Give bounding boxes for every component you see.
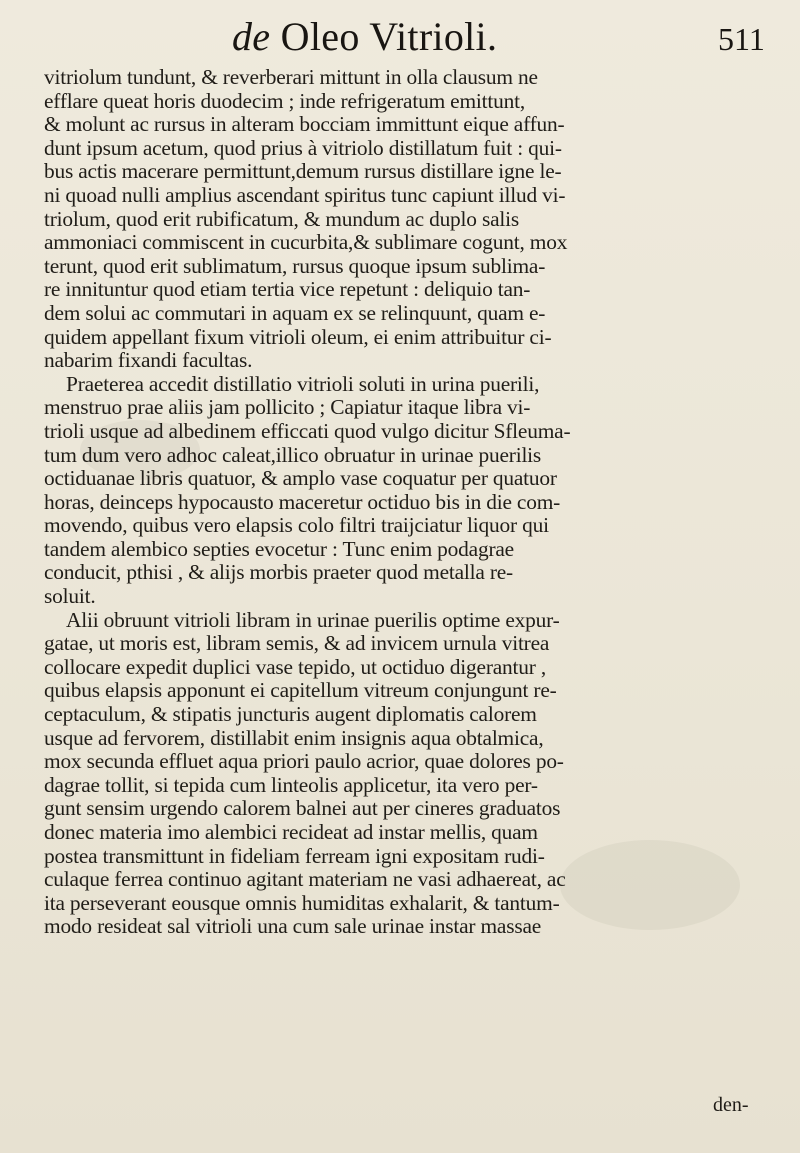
text-line: menstruo prae aliis jam pollicito ; Capiatur itaque libra vi-: [44, 396, 531, 420]
text-line: vitriolum tundunt, & reverberari mittunt in olla clausum ne: [44, 66, 538, 89]
text-line: triolum, quod erit rubificatum, & mundum ac duplo salis: [44, 207, 519, 231]
text-line: gunt sensim urgendo calorem balnei aut per cineres graduatos: [44, 797, 561, 821]
text-line: octiduanae libris quatuor, & amplo vase coquatur per quatuor: [44, 467, 557, 491]
running-title-main: Oleo Vitrioli.: [280, 14, 498, 59]
text-line: efflare queat horis duodecim ; inde refrigeratum emittunt,: [44, 89, 526, 113]
text-line: conducit, pthisi , & alijs morbis praeter quod metalla re-: [44, 561, 513, 585]
text-line: usque ad fervorem, distillabit enim insignis aqua obtalmica,: [44, 726, 544, 750]
text-line: quidem appellant fixum vitrioli oleum, ei enim attribuitur ci-: [44, 325, 552, 349]
text-line: ita perseverant eousque omnis humiditas exhalarit, & tantum-: [44, 891, 560, 915]
text-line: horas, deinceps hypocausto maceretur octiduo bis in die com-: [44, 490, 561, 514]
text-line: mox secunda effluet aqua priori paulo acrior, quae dolores po-: [44, 750, 564, 774]
text-line: dem solui ac commutari in aquam ex se relinquunt, quam e-: [44, 301, 546, 325]
text-line: tandem alembico septies evocetur : Tunc enim podagrae: [44, 537, 514, 561]
text-line: soluit.: [44, 585, 96, 609]
text-line: dagrae tollit, si tepida cum linteolis applicetur, ita vero per-: [44, 773, 538, 797]
text-line: movendo, quibus vero elapsis colo filtri traijciatur liquor qui: [44, 514, 549, 538]
text-line: postea transmittunt in fideliam ferream igni expositam rudi-: [44, 844, 545, 868]
text-line: collocare expedit duplici vase tepido, ut octiduo digerantur ,: [44, 655, 546, 679]
body-text: [44, 66, 764, 939]
text-line: trioli usque ad albedinem efficcati quod vulgo dicitur Sfleuma-: [44, 419, 571, 443]
paragraph-start-line: Praeterea accedit distillatio vitrioli soluti in urina puerili,: [66, 372, 540, 396]
page-header: [0, 12, 800, 66]
text-line: nabarim fixandi facultas.: [44, 349, 253, 373]
running-title-prefix: de: [232, 14, 271, 59]
running-title: [232, 12, 497, 62]
text-line: quibus elapsis apponunt ei capitellum vitreum conjungunt re-: [44, 679, 557, 703]
text-line: bus actis macerare permittunt,demum rursus distillare igne le-: [44, 160, 562, 184]
text-line: dunt ipsum acetum, quod prius à vitriolo distillatum fuit : qui-: [44, 136, 562, 160]
text-line: terunt, quod erit sublimatum, rursus quoque ipsum sublima-: [44, 254, 546, 278]
text-line: donec materia imo alembici recideat ad instar mellis, quam: [44, 821, 538, 844]
text-line: re innituntur quod etiam tertia vice repetunt : deliquio tan-: [44, 278, 531, 302]
page-number: 511: [718, 21, 765, 57]
text-line: ceptaculum, & stipatis juncturis augent diplomatis calorem: [44, 703, 537, 727]
text-line: ni quoad nulli amplius ascendant spiritus tunc capiunt illud vi-: [44, 183, 566, 207]
text-line: tum dum vero adhoc caleat,illico obruatur in urinae puerilis: [44, 443, 542, 467]
paragraph-start-line: Alii obruunt vitrioli libram in urinae puerilis optime expur-: [66, 608, 560, 632]
catchword: den-: [713, 1094, 749, 1116]
text-line: ammoniaci commiscent in cucurbita,& sublimare cogunt, mox: [44, 231, 568, 255]
text-line: modo resideat sal vitrioli una cum sale urinae instar massae: [44, 915, 542, 939]
text-line: gatae, ut moris est, libram semis, & ad invicem urnula vitrea: [44, 632, 550, 656]
text-line: culaque ferrea continuo agitant materiam ne vasi adhaereat, ac: [44, 868, 566, 892]
text-line: & molunt ac rursus in alteram bocciam immittunt eique affun-: [44, 113, 565, 137]
